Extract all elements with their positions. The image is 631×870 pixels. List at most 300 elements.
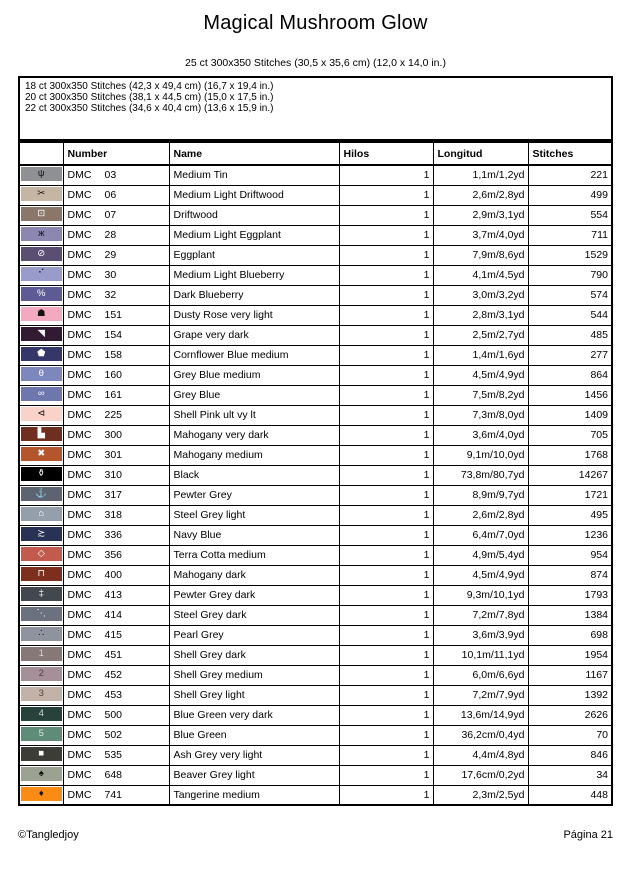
brand-label: DMC: [67, 469, 92, 481]
number-cell: [63, 725, 169, 745]
stitches-value: 34: [528, 765, 612, 785]
hilos-value: 1: [339, 485, 433, 505]
floss-row: [19, 365, 612, 385]
hilos-value: 1: [339, 785, 433, 805]
hilos-value: 1: [339, 245, 433, 265]
stitch-symbol-icon: ✖: [37, 448, 46, 459]
symbol-cell: [19, 225, 63, 245]
color-swatch: [21, 667, 62, 681]
color-swatch: [21, 787, 62, 801]
floss-row: [19, 405, 612, 425]
symbol-cell: [19, 645, 63, 665]
floss-name: Navy Blue: [169, 525, 339, 545]
floss-code: 451: [104, 649, 123, 661]
brand-label: DMC: [67, 569, 92, 581]
brand-label: DMC: [67, 389, 92, 401]
copyright-text: ©Tangledjoy: [18, 829, 79, 841]
hilos-value: 1: [339, 205, 433, 225]
floss-row: [19, 265, 612, 285]
hilos-value: 1: [339, 305, 433, 325]
brand-label: DMC: [67, 529, 92, 541]
color-swatch: [21, 527, 62, 541]
number-cell: [63, 405, 169, 425]
symbol-cell: [19, 705, 63, 725]
number-cell: [63, 745, 169, 765]
brand-label: DMC: [67, 429, 92, 441]
longitud-value: 7,9m/8,6yd: [433, 245, 528, 265]
stitch-symbol-icon: ▙: [37, 428, 45, 439]
longitud-value: 7,3m/8,0yd: [433, 405, 528, 425]
size-variant-line: 20 ct 300x350 Stitches (38,1 x 44,5 cm) (15,0 x 17,5 in.): [25, 92, 274, 103]
brand-label: DMC: [67, 609, 92, 621]
color-swatch: [21, 247, 62, 261]
hilos-value: 1: [339, 405, 433, 425]
floss-code: 300: [104, 429, 123, 441]
brand-label: DMC: [67, 669, 92, 681]
stitches-value: 448: [528, 785, 612, 805]
color-swatch: [21, 307, 62, 321]
longitud-value: 1,4m/1,6yd: [433, 345, 528, 365]
color-swatch: [21, 227, 62, 241]
longitud-value: 3,7m/4,0yd: [433, 225, 528, 245]
number-cell: [63, 365, 169, 385]
floss-row: [19, 665, 612, 685]
brand-label: DMC: [67, 249, 92, 261]
floss-code: 413: [104, 589, 123, 601]
floss-code: 356: [104, 549, 123, 561]
color-swatch: [21, 767, 62, 781]
symbol-cell: [19, 385, 63, 405]
brand-label: DMC: [67, 649, 92, 661]
color-swatch: [21, 167, 62, 181]
number-cell: [63, 665, 169, 685]
floss-code: 29: [104, 249, 117, 261]
floss-name: Grey Blue medium: [169, 365, 339, 385]
number-cell: [63, 505, 169, 525]
color-swatch: [21, 347, 62, 361]
brand-label: DMC: [67, 788, 92, 801]
floss-name: Steel Grey light: [169, 505, 339, 525]
stitch-symbol-icon: ◇: [37, 548, 45, 559]
longitud-value: 36,2cm/0,4yd: [433, 725, 528, 745]
floss-row: [19, 645, 612, 665]
stitch-symbol-icon: 5: [38, 728, 44, 739]
hilos-value: 1: [339, 445, 433, 465]
stitch-symbol-icon: ж: [38, 228, 45, 239]
floss-row: [19, 545, 612, 565]
stitches-value: 846: [528, 745, 612, 765]
floss-row: [19, 625, 612, 645]
symbol-cell: [19, 245, 63, 265]
symbol-cell: [19, 425, 63, 445]
stitches-value: 1954: [528, 645, 612, 665]
stitches-value: 954: [528, 545, 612, 565]
floss-name: Cornflower Blue medium: [169, 345, 339, 365]
number-cell: [63, 705, 169, 725]
brand-label: DMC: [67, 709, 92, 721]
stitch-symbol-icon: ⊲: [37, 408, 46, 419]
floss-code: 500: [104, 709, 123, 721]
pattern-legend-page: [0, 12, 631, 841]
number-cell: [63, 585, 169, 605]
brand-label: DMC: [67, 349, 92, 361]
floss-code: 160: [104, 369, 123, 381]
symbol-cell: [19, 565, 63, 585]
stitches-value: 1529: [528, 245, 612, 265]
alternate-sizes-box: [18, 76, 613, 141]
stitches-value: 1384: [528, 605, 612, 625]
stitch-symbol-icon: ✂: [37, 188, 46, 199]
floss-code: 336: [104, 529, 123, 541]
brand-label: DMC: [67, 289, 92, 301]
stitches-value: 1793: [528, 585, 612, 605]
floss-row: [19, 285, 612, 305]
stitches-value: 574: [528, 285, 612, 305]
stitches-value: 705: [528, 425, 612, 445]
page-footer: [18, 829, 613, 841]
symbol-cell: [19, 545, 63, 565]
floss-code: 07: [104, 209, 117, 221]
floss-code: 32: [104, 289, 117, 301]
floss-name: Grey Blue: [169, 385, 339, 405]
stitch-symbol-icon: 4: [38, 708, 44, 719]
floss-name: Blue Green: [169, 725, 339, 745]
stitch-symbol-icon: ψ: [37, 168, 45, 180]
stitches-value: 1721: [528, 485, 612, 505]
color-swatch: [21, 427, 62, 441]
symbol-cell: [19, 365, 63, 385]
brand-label: DMC: [67, 329, 92, 341]
hilos-value: 1: [339, 465, 433, 485]
longitud-value: 1,1m/1,2yd: [433, 165, 528, 185]
floss-name: Dark Blueberry: [169, 285, 339, 305]
symbol-cell: [19, 265, 63, 285]
brand-label: DMC: [67, 509, 92, 521]
symbol-cell: [19, 465, 63, 485]
hilos-value: 1: [339, 425, 433, 445]
number-cell: [63, 285, 169, 305]
hilos-value: 1: [339, 345, 433, 365]
hilos-value: 1: [339, 385, 433, 405]
hilos-value: 1: [339, 545, 433, 565]
floss-code: 648: [104, 769, 123, 781]
brand-label: DMC: [67, 309, 92, 321]
floss-name: Grape very dark: [169, 325, 339, 345]
longitud-value: 2,9m/3,1yd: [433, 205, 528, 225]
number-cell: [63, 485, 169, 505]
floss-name: Terra Cotta medium: [169, 545, 339, 565]
stitches-value: 14267: [528, 465, 612, 485]
number-cell: [63, 185, 169, 205]
floss-code: 158: [104, 349, 123, 361]
size-variant-line: 18 ct 300x350 Stitches (42,3 x 49,4 cm) (16,7 x 19,4 in.): [25, 81, 274, 92]
symbol-cell: [19, 585, 63, 605]
color-swatch: [21, 447, 62, 461]
stitch-symbol-icon: θ: [38, 368, 44, 379]
longitud-value: 7,5m/8,2yd: [433, 385, 528, 405]
brand-label: DMC: [67, 489, 92, 501]
longitud-value: 8,9m/9,7yd: [433, 485, 528, 505]
hilos-value: 1: [339, 665, 433, 685]
number-cell: [63, 465, 169, 485]
number-cell: [63, 765, 169, 785]
number-cell: [63, 785, 169, 805]
hilos-value: 1: [339, 705, 433, 725]
stitches-value: 1409: [528, 405, 612, 425]
symbol-cell: [19, 605, 63, 625]
stitches-value: 1456: [528, 385, 612, 405]
symbol-cell: [19, 165, 63, 185]
floss-name: Shell Pink ult vy lt: [169, 405, 339, 425]
floss-name: Mahogany medium: [169, 445, 339, 465]
hilos-value: 1: [339, 265, 433, 285]
hilos-value: 1: [339, 645, 433, 665]
stitch-symbol-icon: %: [37, 288, 46, 299]
longitud-value: 4,5m/4,9yd: [433, 365, 528, 385]
floss-code: 452: [104, 669, 123, 681]
color-swatch: [21, 727, 62, 741]
floss-row: [19, 605, 612, 625]
stitches-value: 874: [528, 565, 612, 585]
hilos-value: 1: [339, 745, 433, 765]
stitch-symbol-icon: 3: [38, 688, 44, 699]
floss-code: 154: [104, 329, 123, 341]
stitches-value: 70: [528, 725, 612, 745]
number-cell: [63, 305, 169, 325]
floss-name: Medium Tin: [169, 165, 339, 185]
stitch-symbol-icon: 1: [38, 648, 44, 659]
longitud-value: 6,0m/6,6yd: [433, 665, 528, 685]
stitches-value: 1392: [528, 685, 612, 705]
page-title: Magical Mushroom Glow: [203, 12, 428, 34]
number-cell: [63, 565, 169, 585]
longitud-column-header: Longitud: [433, 142, 528, 165]
brand-label: DMC: [67, 209, 92, 221]
symbol-cell: [19, 765, 63, 785]
stitch-symbol-icon: ♠: [38, 768, 44, 779]
stitch-symbol-icon: ⊘: [37, 248, 46, 259]
symbol-cell: [19, 685, 63, 705]
floss-name: Pewter Grey dark: [169, 585, 339, 605]
longitud-value: 4,9m/5,4yd: [433, 545, 528, 565]
floss-name: Eggplant: [169, 245, 339, 265]
size-variant-line: 22 ct 300x350 Stitches (34,6 x 40,4 cm) (13,6 x 15,9 in.): [25, 103, 274, 114]
floss-code: 414: [104, 609, 123, 621]
color-swatch: [21, 467, 62, 481]
floss-row: [19, 765, 612, 785]
floss-row: [19, 705, 612, 725]
stitch-symbol-icon: ⊡: [37, 208, 46, 219]
number-cell: [63, 165, 169, 185]
floss-name: Black: [169, 465, 339, 485]
longitud-value: 10,1m/11,1yd: [433, 645, 528, 665]
stitch-symbol-icon: ≿: [37, 528, 46, 539]
floss-row: [19, 245, 612, 265]
number-cell: [63, 225, 169, 245]
color-swatch: [21, 547, 62, 561]
floss-name: Mahogany very dark: [169, 425, 339, 445]
floss-row: [19, 345, 612, 365]
symbol-cell: [19, 285, 63, 305]
floss-code: 535: [104, 749, 123, 761]
color-swatch: [21, 287, 62, 301]
stitch-symbol-icon: ‡: [38, 588, 44, 599]
floss-row: [19, 465, 612, 485]
hilos-column-header: Hilos: [339, 142, 433, 165]
brand-label: DMC: [67, 189, 92, 201]
stitches-value: 698: [528, 625, 612, 645]
floss-code: 400: [104, 569, 123, 581]
hilos-value: 1: [339, 365, 433, 385]
floss-name: Mahogany dark: [169, 565, 339, 585]
page-number: Página 21: [563, 829, 613, 841]
floss-name: Shell Grey light: [169, 685, 339, 705]
floss-code: 06: [104, 189, 117, 201]
longitud-value: 9,3m/10,1yd: [433, 585, 528, 605]
floss-row: [19, 785, 612, 805]
stitches-value: 711: [528, 225, 612, 245]
number-cell: [63, 525, 169, 545]
name-column-header: Name: [169, 142, 339, 165]
symbol-cell: [19, 725, 63, 745]
floss-code: 03: [104, 169, 117, 182]
color-swatch: [21, 187, 62, 201]
number-cell: [63, 445, 169, 465]
longitud-value: 3,6m/4,0yd: [433, 425, 528, 445]
floss-row: [19, 185, 612, 205]
number-cell: [63, 325, 169, 345]
stitches-value: 1768: [528, 445, 612, 465]
hilos-value: 1: [339, 565, 433, 585]
stitch-symbol-icon: ♦: [38, 787, 44, 799]
stitch-symbol-icon: ⋱: [36, 608, 46, 619]
floss-row: [19, 385, 612, 405]
longitud-value: 9,1m/10,0yd: [433, 445, 528, 465]
stitch-symbol-icon: ■: [38, 748, 45, 759]
longitud-value: 4,4m/4,8yd: [433, 745, 528, 765]
floss-row: [19, 585, 612, 605]
floss-row: [19, 425, 612, 445]
floss-code: 310: [104, 469, 123, 481]
floss-name: Beaver Grey light: [169, 765, 339, 785]
symbol-cell: [19, 665, 63, 685]
floss-row: [19, 325, 612, 345]
color-swatch: [21, 607, 62, 621]
stitch-symbol-icon: ∴: [38, 628, 45, 639]
brand-label: DMC: [67, 749, 92, 761]
stitches-value: 1236: [528, 525, 612, 545]
number-cell: [63, 245, 169, 265]
number-cell: [63, 545, 169, 565]
table-header-row: [19, 142, 612, 165]
brand-label: DMC: [67, 729, 92, 741]
number-cell: [63, 265, 169, 285]
number-column-header: Number: [63, 142, 169, 165]
stitches-value: 485: [528, 325, 612, 345]
floss-row: [19, 745, 612, 765]
symbol-cell: [19, 325, 63, 345]
floss-name: Medium Light Driftwood: [169, 185, 339, 205]
color-swatch: [21, 327, 62, 341]
floss-code: 502: [104, 729, 123, 741]
floss-row: [19, 525, 612, 545]
color-swatch: [21, 567, 62, 581]
brand-label: DMC: [67, 269, 92, 281]
brand-label: DMC: [67, 369, 92, 381]
floss-legend-table: [18, 141, 613, 806]
longitud-value: 4,1m/4,5yd: [433, 265, 528, 285]
hilos-value: 1: [339, 685, 433, 705]
floss-row: [19, 205, 612, 225]
brand-label: DMC: [67, 169, 92, 182]
longitud-value: 2,6m/2,8yd: [433, 185, 528, 205]
longitud-value: 6,4m/7,0yd: [433, 525, 528, 545]
floss-row: [19, 685, 612, 705]
stitch-symbol-icon: ⚱: [37, 468, 46, 479]
floss-name: Driftwood: [169, 205, 339, 225]
longitud-value: 2,5m/2,7yd: [433, 325, 528, 345]
brand-label: DMC: [67, 689, 92, 701]
floss-row: [19, 445, 612, 465]
stitch-symbol-icon: ∞: [37, 388, 45, 399]
color-swatch: [21, 407, 62, 421]
number-cell: [63, 685, 169, 705]
floss-name: Steel Grey dark: [169, 605, 339, 625]
stitches-value: 554: [528, 205, 612, 225]
color-swatch: [21, 267, 62, 281]
floss-row: [19, 165, 612, 185]
stitch-symbol-icon: ⚓: [35, 488, 48, 499]
longitud-value: 2,6m/2,8yd: [433, 505, 528, 525]
stitches-value: 2626: [528, 705, 612, 725]
brand-label: DMC: [67, 769, 92, 781]
symbol-cell: [19, 345, 63, 365]
symbol-cell: [19, 485, 63, 505]
floss-code: 225: [104, 409, 123, 421]
color-swatch: [21, 207, 62, 221]
hilos-value: 1: [339, 325, 433, 345]
floss-code: 161: [104, 389, 123, 401]
floss-name: Tangerine medium: [169, 785, 339, 805]
color-swatch: [21, 707, 62, 721]
hilos-value: 1: [339, 725, 433, 745]
number-cell: [63, 205, 169, 225]
longitud-value: 73,8m/80,7yd: [433, 465, 528, 485]
color-swatch: [21, 687, 62, 701]
brand-label: DMC: [67, 589, 92, 601]
stitch-symbol-icon: ◥: [37, 328, 45, 339]
color-swatch: [21, 387, 62, 401]
color-swatch: [21, 587, 62, 601]
symbol-cell: [19, 445, 63, 465]
brand-label: DMC: [67, 229, 92, 241]
symbol-column-header: [19, 142, 63, 165]
symbol-cell: [19, 785, 63, 805]
number-cell: [63, 345, 169, 365]
stitches-value: 790: [528, 265, 612, 285]
brand-label: DMC: [67, 449, 92, 461]
floss-name: Pearl Grey: [169, 625, 339, 645]
floss-row: [19, 565, 612, 585]
longitud-value: 2,8m/3,1yd: [433, 305, 528, 325]
floss-code: 453: [104, 689, 123, 701]
symbol-cell: [19, 185, 63, 205]
longitud-value: 3,6m/3,9yd: [433, 625, 528, 645]
longitud-value: 17,6cm/0,2yd: [433, 765, 528, 785]
stitch-symbol-icon: ☗: [36, 308, 46, 319]
longitud-value: 7,2m/7,8yd: [433, 605, 528, 625]
symbol-cell: [19, 305, 63, 325]
